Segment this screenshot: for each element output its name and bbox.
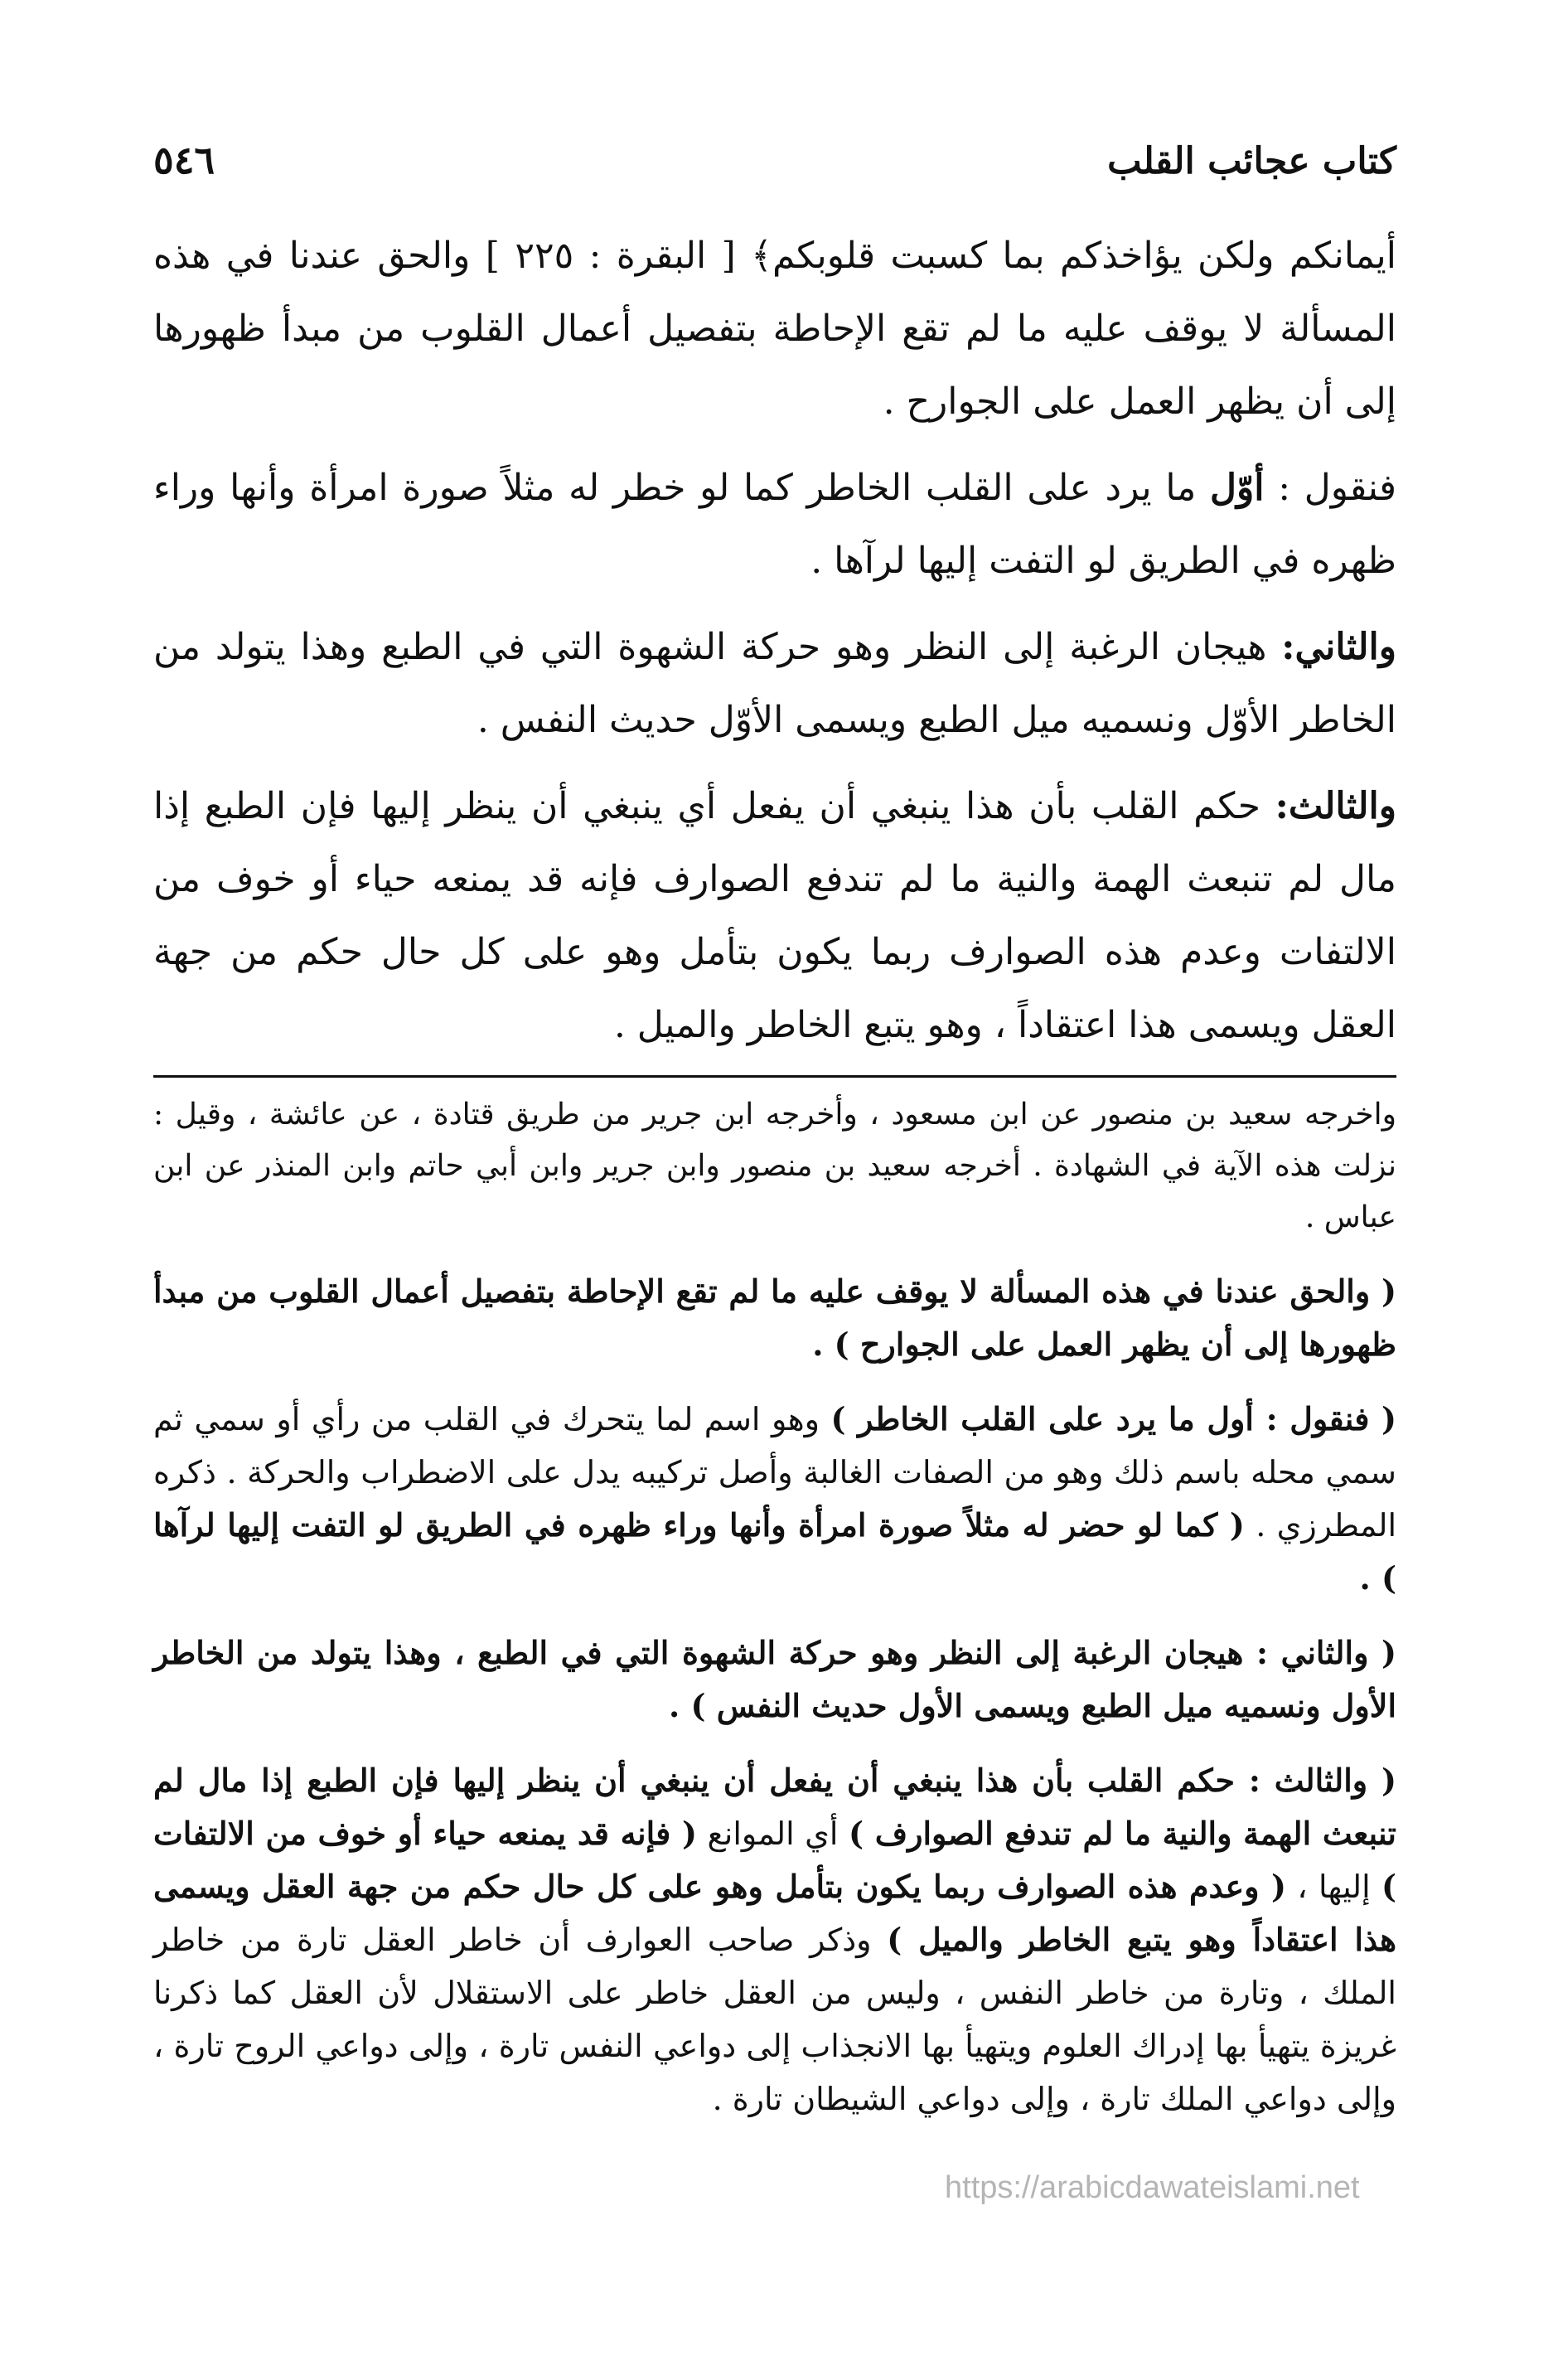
quoted-text: ( فإنه قد يمنعه حياء أو خوف من الالتفات ) <box>153 1815 1396 1905</box>
explanation-text: أي الموانع <box>697 1815 849 1852</box>
footnote-text: واخرجه سعيد بن منصور عن ابن مسعود ، وأخرجه ابن جرير من طريق قتادة ، عن عائشة ، وقيل : نزلت هذه الآية في الشهادة . أخرجه سعيد بن منصور وابن جرير وابن أبي حاتم وابن المنذر عن ابن عباس . <box>153 1098 1397 1234</box>
paragraph-body: هيجان الرغبة إلى النظر وهو حركة الشهوة التي في الطبع وهذا يتولد من الخاطر الأوّل ونسميه ميل الطبع ويسمى الأوّل حديث النفس . <box>153 626 1396 741</box>
main-text <box>153 220 1396 1062</box>
quoted-text: ( والثالث : حكم القلب بأن هذا ينبغي أن يفعل أن ينبغي أن ينظر إليها فإن الطبع إذا مال لم تنبعث الهمة والنية ما لم تندفع الصوارف ) <box>153 1762 1396 1852</box>
main-paragraph <box>153 611 1396 757</box>
footnote-divider <box>153 1075 1396 1078</box>
paragraph-body: حكم القلب بأن هذا ينبغي أن يفعل أي ينبغي أن ينظر إليها فإن الطبع إذا مال لم تنبعث الهمة والنية ما لم تندفع الصوارف فإنه قد يمنعه حياء أو خوف من الالتفات وعدم هذه الصوارف ربما يكون بتأمل وهو على كل حال حكم من جهة العقل ويسمى هذا اعتقاداً ، وهو يتبع الخاطر والميل . <box>153 785 1396 1046</box>
quoted-text: ( والحق عندنا في هذه المسألة لا يوقف عليه ما لم تقع الإحاطة بتفصيل أعمال القلوب من مبدأ ظهورها إلى أن يظهر العمل على الجوارح ) . <box>153 1272 1396 1363</box>
commentary-paragraph <box>153 1393 1396 1605</box>
main-paragraph <box>153 770 1396 1062</box>
page-header <box>153 124 1396 182</box>
commentary <box>153 1265 1396 2126</box>
paragraph-heading: والثالث: <box>1275 785 1396 827</box>
watermark-url: https://arabicdawateislami.net <box>945 2170 1360 2205</box>
quoted-text: ( فنقول : أول ما يرد على القلب الخاطر ) <box>830 1400 1396 1437</box>
paragraph-lead: فنقول : <box>1264 467 1396 509</box>
explanation-text: وهو اسم لما يتحرك في القلب من رأي أو سمي ثم سمي محله باسم ذلك وهو من الصفات الغالبة وأصل تركيبه يدل على الاضطراب والحركة . ذكره المطرزي . <box>153 1401 1396 1544</box>
quoted-text: ( كما لو حضر له مثلاً صورة امرأة وأنها وراء ظهره في الطريق لو التفت إليها لرآها ) . <box>153 1506 1396 1597</box>
main-paragraph <box>153 452 1396 598</box>
commentary-paragraph <box>153 1265 1396 1371</box>
commentary-paragraph <box>153 1754 1396 2126</box>
page-number: ٥٤٦ <box>153 138 215 182</box>
quoted-text: ( وعدم هذه الصوارف ربما يكون بتأمل وهو على كل حال حكم من جهة العقل ويسمى هذا اعتقاداً وهو يتبع الخاطر والميل ) <box>153 1868 1396 1958</box>
paragraph-heading: أوّل <box>1210 467 1265 509</box>
explanation-text: وذكر صاحب العوارف أن خاطر العقل تارة من خاطر الملك ، وتارة من خاطر النفس ، وليس من العقل خاطر على الاستقلال لأن العقل كما ذكرنا غريزة يتهيأ بها إدراك العلوم ويتهيأ بها الانجذاب إلى دواعي النفس تارة ، وإلى دواعي الروح تارة ، وإلى دواعي الملك تارة ، وإلى دواعي الشيطان تارة . <box>153 1922 1396 2117</box>
running-title: كتاب عجائب القلب <box>1107 140 1396 182</box>
paragraph-body: ما يرد على القلب الخاطر كما لو خطر له مثلاً صورة امرأة وأنها وراء ظهره في الطريق لو التفت إليها لرآها . <box>153 467 1396 582</box>
footnote <box>153 1089 1396 1243</box>
commentary-paragraph <box>153 1626 1396 1733</box>
quoted-text: ( والثاني : هيجان الرغبة إلى النظر وهو حركة الشهوة التي في الطبع ، وهذا يتولد من الخاطر الأول ونسميه ميل الطبع ويسمى الأول حديث النفس ) . <box>153 1634 1396 1724</box>
paragraph-heading: والثاني: <box>1281 626 1396 668</box>
explanation-text: إليها ، <box>1286 1869 1382 1905</box>
main-paragraph: أيمانكم ولكن يؤاخذكم بما كسبت قلوبكم﴾ [ البقرة : ٢٢٥ ] والحق عندنا في هذه المسألة لا يوقف عليه ما لم تقع الإحاطة بتفصيل أعمال القلوب من مبدأ ظهورها إلى أن يظهر العمل على الجوارح . <box>153 235 1397 423</box>
